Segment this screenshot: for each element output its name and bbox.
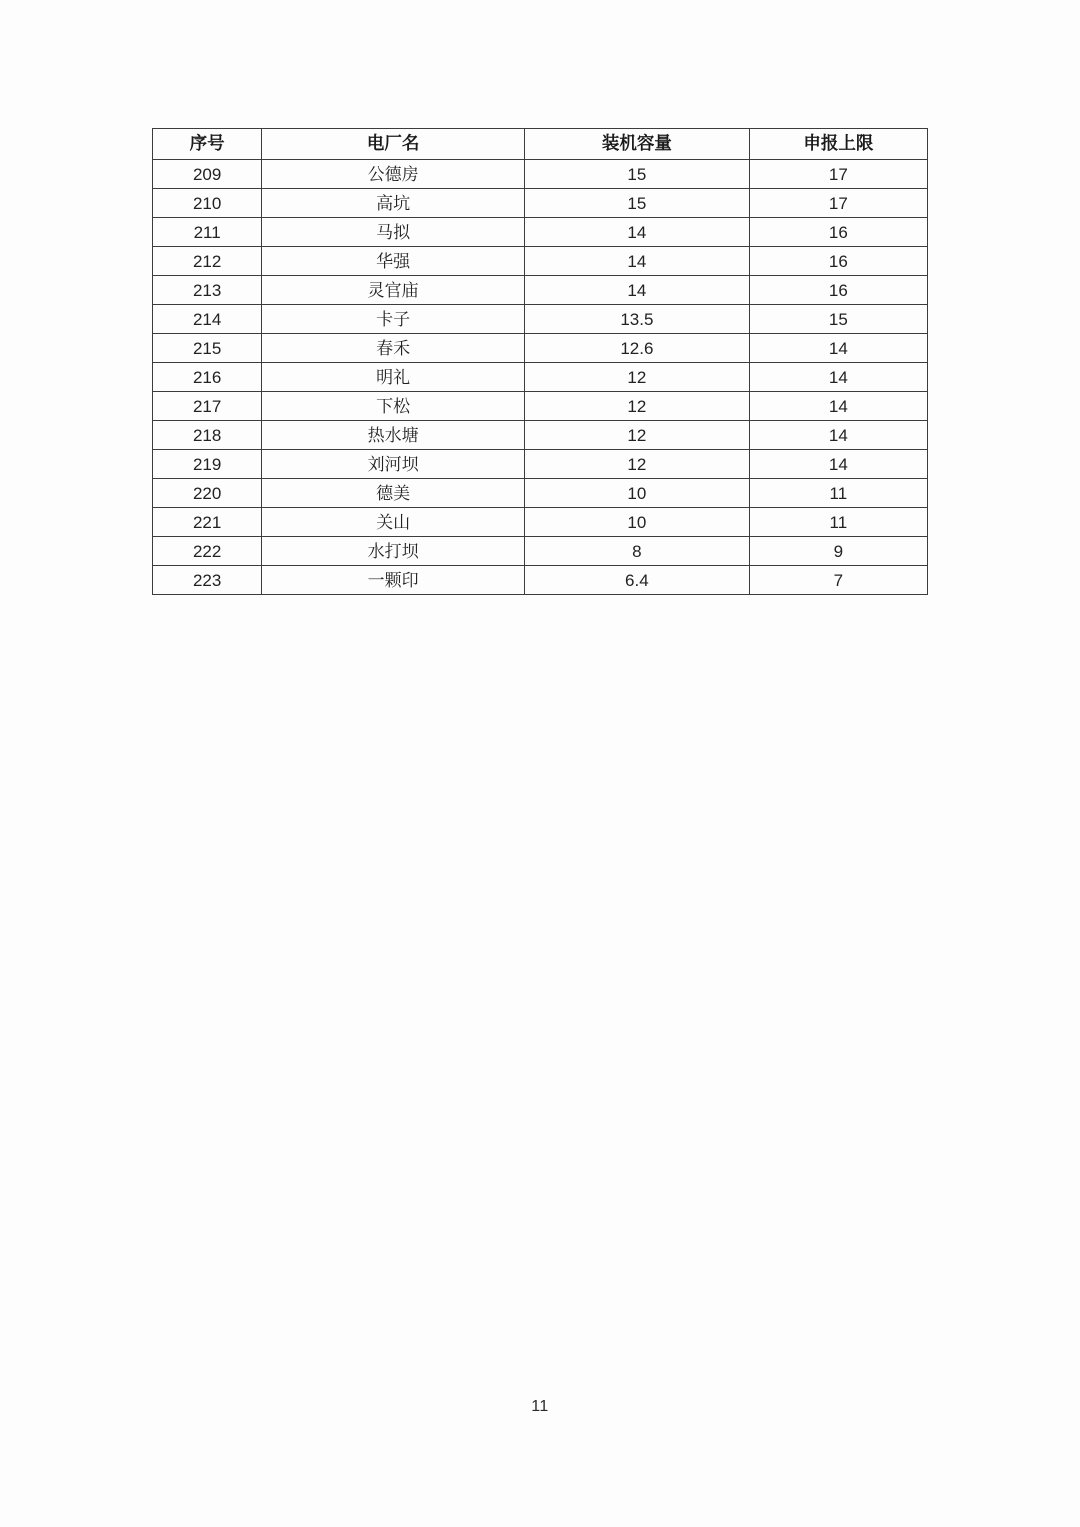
table-row <box>153 218 928 247</box>
table-row <box>153 508 928 537</box>
table-cell-plant-name: 刘河坝 <box>262 450 525 479</box>
table-row <box>153 421 928 450</box>
table-cell-serial-number: 221 <box>153 508 262 537</box>
table-cell-installed-capacity: 12 <box>524 450 749 479</box>
table-row <box>153 305 928 334</box>
table-cell-serial-number: 222 <box>153 537 262 566</box>
table-header-cell-declared-upper-limit: 申报上限 <box>749 129 927 160</box>
table-cell-plant-name: 卡子 <box>262 305 525 334</box>
table-cell-declared-upper-limit: 14 <box>749 421 927 450</box>
table-cell-installed-capacity: 15 <box>524 160 749 189</box>
table-cell-serial-number: 213 <box>153 276 262 305</box>
table-row <box>153 363 928 392</box>
table-cell-plant-name: 德美 <box>262 479 525 508</box>
table-cell-serial-number: 214 <box>153 305 262 334</box>
table-cell-installed-capacity: 8 <box>524 537 749 566</box>
table-cell-declared-upper-limit: 14 <box>749 450 927 479</box>
table-cell-declared-upper-limit: 17 <box>749 189 927 218</box>
table-row <box>153 189 928 218</box>
table-header <box>153 129 928 160</box>
table-cell-declared-upper-limit: 9 <box>749 537 927 566</box>
table-cell-serial-number: 219 <box>153 450 262 479</box>
page-number: 11 <box>531 1398 549 1415</box>
table-cell-declared-upper-limit: 16 <box>749 247 927 276</box>
table-cell-serial-number: 210 <box>153 189 262 218</box>
table-cell-declared-upper-limit: 14 <box>749 363 927 392</box>
table-cell-declared-upper-limit: 14 <box>749 392 927 421</box>
table-cell-declared-upper-limit: 15 <box>749 305 927 334</box>
table-cell-serial-number: 216 <box>153 363 262 392</box>
table-cell-serial-number: 212 <box>153 247 262 276</box>
table-cell-installed-capacity: 10 <box>524 479 749 508</box>
table-cell-plant-name: 灵官庙 <box>262 276 525 305</box>
table-cell-serial-number: 209 <box>153 160 262 189</box>
table-row <box>153 479 928 508</box>
table-cell-installed-capacity: 10 <box>524 508 749 537</box>
table-cell-plant-name: 一颗印 <box>262 566 525 595</box>
table-body <box>153 160 928 595</box>
table-cell-installed-capacity: 15 <box>524 189 749 218</box>
table-cell-plant-name: 公德房 <box>262 160 525 189</box>
table-cell-installed-capacity: 6.4 <box>524 566 749 595</box>
table-cell-plant-name: 明礼 <box>262 363 525 392</box>
table-cell-installed-capacity: 14 <box>524 218 749 247</box>
table-header-cell-plant-name: 电厂名 <box>262 129 525 160</box>
table-cell-plant-name: 关山 <box>262 508 525 537</box>
table-cell-serial-number: 220 <box>153 479 262 508</box>
power-plant-table <box>152 128 928 595</box>
table-cell-installed-capacity: 14 <box>524 247 749 276</box>
table-cell-declared-upper-limit: 11 <box>749 479 927 508</box>
table-cell-installed-capacity: 12 <box>524 392 749 421</box>
table-cell-declared-upper-limit: 16 <box>749 218 927 247</box>
table-cell-serial-number: 215 <box>153 334 262 363</box>
table-row <box>153 566 928 595</box>
table-cell-serial-number: 218 <box>153 421 262 450</box>
table-cell-installed-capacity: 14 <box>524 276 749 305</box>
table-row <box>153 247 928 276</box>
power-plant-table-container <box>152 128 928 595</box>
table-cell-plant-name: 马拟 <box>262 218 525 247</box>
table-cell-plant-name: 下松 <box>262 392 525 421</box>
table-header-cell-serial-number: 序号 <box>153 129 262 160</box>
table-cell-serial-number: 223 <box>153 566 262 595</box>
table-cell-installed-capacity: 12 <box>524 421 749 450</box>
table-cell-plant-name: 热水塘 <box>262 421 525 450</box>
table-header-cell-installed-capacity: 装机容量 <box>524 129 749 160</box>
table-row <box>153 537 928 566</box>
table-cell-declared-upper-limit: 11 <box>749 508 927 537</box>
table-cell-serial-number: 217 <box>153 392 262 421</box>
table-cell-plant-name: 华强 <box>262 247 525 276</box>
table-header-row <box>153 129 928 160</box>
table-cell-plant-name: 春禾 <box>262 334 525 363</box>
table-cell-installed-capacity: 12.6 <box>524 334 749 363</box>
table-row <box>153 276 928 305</box>
table-cell-serial-number: 211 <box>153 218 262 247</box>
table-row <box>153 450 928 479</box>
table-cell-declared-upper-limit: 17 <box>749 160 927 189</box>
table-cell-declared-upper-limit: 14 <box>749 334 927 363</box>
table-row <box>153 392 928 421</box>
table-row <box>153 160 928 189</box>
table-cell-installed-capacity: 12 <box>524 363 749 392</box>
table-row <box>153 334 928 363</box>
table-cell-declared-upper-limit: 7 <box>749 566 927 595</box>
table-cell-installed-capacity: 13.5 <box>524 305 749 334</box>
table-cell-plant-name: 高坑 <box>262 189 525 218</box>
table-cell-plant-name: 水打坝 <box>262 537 525 566</box>
table-cell-declared-upper-limit: 16 <box>749 276 927 305</box>
